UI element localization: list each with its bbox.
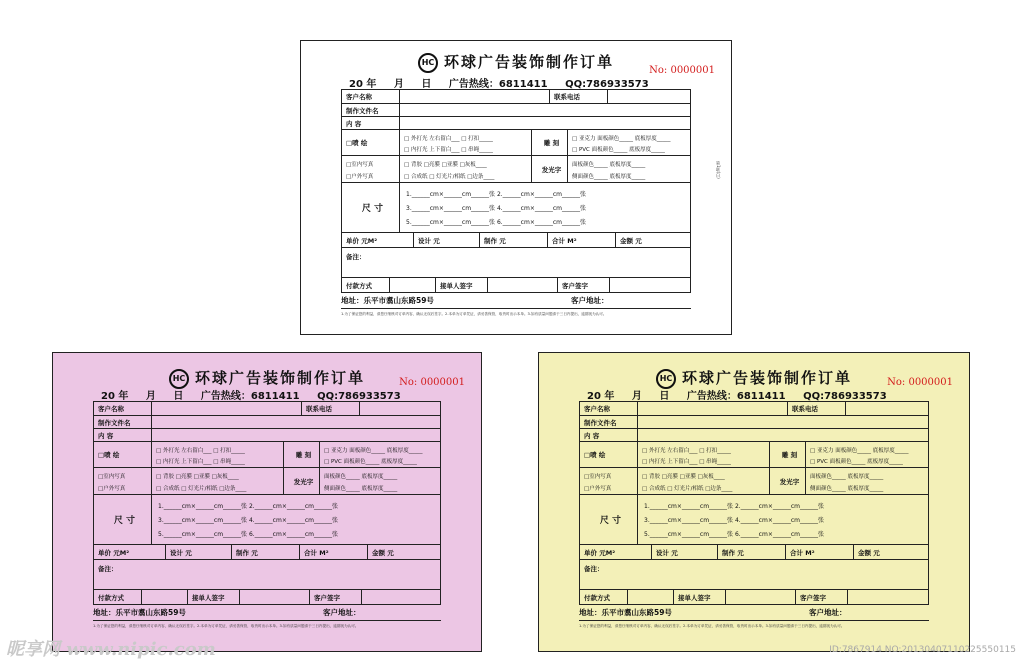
payment-label[interactable]: 付款方式 [94, 590, 142, 605]
photo-options [342, 156, 400, 182]
size-row-1[interactable]: 1.______cm×______cm______张 2.______cm×______cm______张 [644, 503, 824, 510]
engrave-option-1[interactable]: □ 亚克力 面板颜色_____ 底板厚度_____ [572, 136, 671, 142]
luminous-option-1[interactable]: 面板颜色_____ 底板厚度_____ [324, 474, 398, 480]
row-spray [580, 442, 928, 468]
hotline: 广告热线：6811411 [686, 391, 786, 402]
row-content [580, 429, 928, 442]
content-label: 内 容 [342, 117, 400, 129]
spray-options [638, 442, 770, 467]
engrave-options [320, 442, 440, 467]
day-label: 日 [421, 79, 432, 90]
spray-option-1[interactable]: □ 外打光 左右留白___ □ 打扣_____ [404, 136, 493, 142]
receiver-sign-label: 接单人签字 [674, 590, 726, 605]
production-label[interactable]: 制作 元 [232, 545, 300, 559]
client-name-field[interactable] [638, 402, 788, 415]
luminous-option-2[interactable]: 侧面颜色_____ 底板厚度_____ [572, 174, 646, 180]
unit-price-label[interactable]: 单价 元M² [342, 233, 414, 247]
payment-field[interactable] [628, 590, 674, 605]
size-fields [400, 183, 690, 232]
indoor-photo-checkbox[interactable]: □室内写真 [98, 474, 126, 480]
file-name-label: 制作文件名 [342, 104, 400, 116]
remarks-label[interactable]: 备注： [98, 565, 118, 573]
address-line [93, 607, 441, 621]
spray-options [152, 442, 284, 467]
size-row-1[interactable]: 1.______cm×______cm______张 2.______cm×______cm______张 [406, 191, 586, 198]
year-label: 20 年 [101, 391, 129, 402]
row-spray [94, 442, 440, 468]
contact-phone-label: 联系电话 [302, 402, 360, 415]
spray-option-2[interactable]: □ 内打光 上下留白___ □ 串绳_____ [156, 459, 245, 465]
content-label: 内 容 [580, 429, 638, 441]
photo-material-1[interactable]: □ 背胶 □亮膜 □亚膜 □灰板____ [404, 162, 487, 168]
receiver-sign-field[interactable] [240, 590, 310, 605]
row-price [580, 545, 928, 560]
month-label: 月 [631, 391, 642, 402]
size-row-1[interactable]: 1.______cm×______cm______张 2.______cm×______cm______张 [158, 503, 338, 510]
client-address-label: 客户地址： [571, 296, 609, 305]
client-sign-field[interactable] [610, 278, 690, 293]
engrave-label: 雕 刻 [770, 442, 806, 467]
row-photo [342, 156, 690, 183]
row-remarks [342, 248, 690, 278]
form-title-text: 环球广告装饰制作订单 [194, 369, 365, 387]
serial-number: No: 0000001 [399, 377, 465, 388]
luminous-option-1[interactable]: 面板颜色_____ 底板厚度_____ [810, 474, 884, 480]
row-client [94, 402, 440, 416]
row-content [94, 429, 440, 442]
client-name-label: 客户名称 [94, 402, 152, 415]
row-price [94, 545, 440, 560]
spray-option-1[interactable]: □ 外打光 左右留白___ □ 打扣_____ [156, 448, 245, 454]
qq: QQ:786933573 [565, 79, 649, 90]
size-fields [152, 495, 440, 544]
order-form-yellow [538, 352, 970, 652]
row-sign [580, 590, 928, 605]
payment-label[interactable]: 付款方式 [580, 590, 628, 605]
contact-phone-field[interactable] [846, 402, 928, 415]
hotline: 广告热线：6811411 [448, 79, 548, 90]
order-grid [579, 401, 929, 605]
amount-label[interactable]: 金额 元 [858, 548, 880, 557]
production-label[interactable]: 制作 元 [480, 233, 548, 247]
client-name-field[interactable] [152, 402, 302, 415]
engrave-options [806, 442, 928, 467]
size-row-3[interactable]: 5.______cm×______cm______张 6.______cm×______cm______张 [406, 219, 586, 226]
photo-material-2[interactable]: □ 合成纸 □ 灯光片/相纸 □边条____ [642, 486, 733, 492]
client-name-label: 客户名称 [342, 90, 400, 103]
size-row-2[interactable]: 3.______cm×______cm______张 4.______cm×______cm______张 [644, 517, 824, 524]
luminous-option-2[interactable]: 侧面颜色_____ 底板厚度_____ [324, 486, 398, 492]
content-field[interactable] [638, 429, 928, 441]
shop-address: 地址：乐平市翥山东路59号 [579, 608, 672, 617]
engrave-label: 雕 刻 [532, 130, 568, 155]
size-row-2[interactable]: 3.______cm×______cm______张 4.______cm×______cm______张 [158, 517, 338, 524]
engrave-option-1[interactable]: □ 亚克力 面板颜色_____ 底板厚度_____ [324, 448, 423, 454]
header-line [101, 387, 415, 402]
photo-material-1[interactable]: □ 背胶 □亮膜 □亚膜 □灰板____ [156, 474, 239, 480]
unit-price-label[interactable]: 单价 元M² [94, 545, 166, 559]
serial-number: No: 0000001 [649, 65, 715, 76]
spray-option-2[interactable]: □ 内打光 上下留白___ □ 串绳_____ [404, 147, 493, 153]
outdoor-photo-checkbox[interactable]: □户外写真 [346, 174, 374, 180]
qq: QQ:786933573 [803, 391, 887, 402]
row-price [342, 233, 690, 248]
contact-phone-label: 联系电话 [550, 90, 608, 103]
photo-materials [638, 468, 770, 494]
receiver-sign-field[interactable] [726, 590, 796, 605]
luminous-label: 发光字 [770, 468, 806, 494]
photo-materials [400, 156, 532, 182]
file-name-field[interactable] [400, 104, 690, 116]
spray-option-1[interactable]: □ 外打光 左右留白___ □ 打扣_____ [642, 448, 731, 454]
contact-phone-label: 联系电话 [788, 402, 846, 415]
amount-label[interactable]: 金额 元 [372, 548, 394, 557]
design-label[interactable]: 设计 元 [166, 545, 232, 559]
row-file [342, 104, 690, 117]
spray-label[interactable]: □喷 绘 [580, 442, 638, 467]
hotline: 广告热线：6811411 [200, 391, 300, 402]
receiver-sign-label: 接单人签字 [436, 278, 488, 293]
header-line [587, 387, 901, 402]
spray-label[interactable]: □喷 绘 [94, 442, 152, 467]
client-sign-label: 客户签字 [558, 278, 610, 293]
engrave-option-2[interactable]: □ PVC 面板颜色_____ 底板厚度_____ [810, 459, 903, 465]
fine-print: 1.为了保证您的利益，请您仔细核对订单内容，确认无误后签字。2.本单为订单凭证，请妥善保管，取货时出示本单。3.如有质量问题请于三日内提出，逾期视为认可。 [579, 624, 845, 628]
client-sign-label: 客户签字 [310, 590, 362, 605]
row-sign [342, 278, 690, 293]
row-sign [94, 590, 440, 605]
row-size [342, 183, 690, 233]
photo-material-2[interactable]: □ 合成纸 □ 灯光片/相纸 □边条____ [156, 486, 247, 492]
client-address-label: 客户地址： [323, 608, 361, 617]
engrave-label: 雕 刻 [284, 442, 320, 467]
total-label[interactable]: 合计 M² [300, 545, 368, 559]
month-label: 月 [145, 391, 156, 402]
address-line [341, 295, 691, 309]
design-label[interactable]: 设计 元 [414, 233, 480, 247]
contact-phone-field[interactable] [608, 90, 690, 103]
client-sign-field[interactable] [848, 590, 928, 605]
total-label[interactable]: 合计 M² [548, 233, 616, 247]
row-file [580, 416, 928, 429]
size-label: 尺 寸 [94, 495, 152, 544]
engrave-option-2[interactable]: □ PVC 面板颜色_____ 底板厚度_____ [324, 459, 417, 465]
client-name-label: 客户名称 [580, 402, 638, 415]
payment-field[interactable] [142, 590, 188, 605]
luminous-label: 发光字 [532, 156, 568, 182]
fine-print: 1.为了保证您的利益，请您仔细核对订单内容，确认无误后签字。2.本单为订单凭证，请妥善保管，取货时出示本单。3.如有质量问题请于三日内提出，逾期视为认可。 [341, 312, 607, 316]
fine-print: 1.为了保证您的利益，请您仔细核对订单内容，确认无误后签字。2.本单为订单凭证，请妥善保管，取货时出示本单。3.如有质量问题请于三日内提出，逾期视为认可。 [93, 624, 359, 628]
watermark-logo: 昵享网 www.nipic.com [6, 639, 216, 660]
row-spray [342, 130, 690, 156]
photo-options [580, 468, 638, 494]
form-title-text: 环球广告装饰制作订单 [443, 53, 614, 71]
row-remarks [580, 560, 928, 590]
row-size [94, 495, 440, 545]
file-name-label: 制作文件名 [580, 416, 638, 428]
shop-address: 地址：乐平市翥山东路59号 [341, 296, 434, 305]
shop-address: 地址：乐平市翥山东路59号 [93, 608, 186, 617]
row-content [342, 117, 690, 130]
address-line [579, 607, 929, 621]
luminous-option-2[interactable]: 侧面颜色_____ 底板厚度_____ [810, 486, 884, 492]
size-row-2[interactable]: 3.______cm×______cm______张 4.______cm×______cm______张 [406, 205, 586, 212]
row-client [342, 90, 690, 104]
copy-side-note: 第1联(白) [716, 161, 721, 179]
order-grid [93, 401, 441, 605]
remarks-label[interactable]: 备注： [584, 565, 604, 573]
payment-field[interactable] [390, 278, 436, 293]
client-sign-label: 客户签字 [796, 590, 848, 605]
indoor-photo-checkbox[interactable]: □室内写真 [346, 162, 374, 168]
year-label: 20 年 [349, 79, 377, 90]
total-label[interactable]: 合计 M² [786, 545, 854, 559]
luminous-label: 发光字 [284, 468, 320, 494]
logo-icon: HC [169, 369, 189, 389]
watermark-id: ID:7867914 NO:20130407110225550115 [829, 645, 1016, 655]
month-label: 月 [393, 79, 404, 90]
unit-price-label[interactable]: 单价 元M² [580, 545, 652, 559]
payment-label[interactable]: 付款方式 [342, 278, 390, 293]
order-form-pink [52, 352, 482, 652]
content-field[interactable] [400, 117, 690, 129]
file-name-label: 制作文件名 [94, 416, 152, 428]
size-row-3[interactable]: 5.______cm×______cm______张 6.______cm×______cm______张 [644, 531, 824, 538]
size-label: 尺 寸 [580, 495, 638, 544]
amount-label[interactable]: 金额 元 [620, 236, 642, 245]
luminous-option-1[interactable]: 面板颜色_____ 底板厚度_____ [572, 162, 646, 168]
logo-icon: HC [656, 369, 676, 389]
day-label: 日 [173, 391, 184, 402]
client-address-label: 客户地址： [809, 608, 847, 617]
receiver-sign-label: 接单人签字 [188, 590, 240, 605]
spray-options [400, 130, 532, 155]
size-label: 尺 寸 [342, 183, 400, 232]
production-label[interactable]: 制作 元 [718, 545, 786, 559]
serial-number: No: 0000001 [887, 377, 953, 388]
row-client [580, 402, 928, 416]
engrave-options [568, 130, 690, 155]
row-photo [94, 468, 440, 495]
day-label: 日 [659, 391, 670, 402]
row-size [580, 495, 928, 545]
photo-material-1[interactable]: □ 背胶 □亮膜 □亚膜 □灰板____ [642, 474, 725, 480]
receiver-sign-field[interactable] [488, 278, 558, 293]
luminous-options [568, 156, 690, 182]
row-remarks [94, 560, 440, 590]
logo-icon: HC [418, 53, 438, 73]
order-form-white [300, 40, 732, 335]
outdoor-photo-checkbox[interactable]: □户外写真 [584, 486, 612, 492]
photo-options [94, 468, 152, 494]
remarks-label[interactable]: 备注： [346, 253, 366, 261]
form-title-text: 环球广告装饰制作订单 [681, 369, 852, 387]
client-name-field[interactable] [400, 90, 550, 103]
contact-phone-field[interactable] [360, 402, 440, 415]
header-line [349, 75, 663, 90]
size-fields [638, 495, 928, 544]
client-sign-field[interactable] [362, 590, 440, 605]
outdoor-photo-checkbox[interactable]: □户外写真 [98, 486, 126, 492]
content-label: 内 容 [94, 429, 152, 441]
row-file [94, 416, 440, 429]
spray-label[interactable]: □喷 绘 [342, 130, 400, 155]
luminous-options [320, 468, 440, 494]
design-label[interactable]: 设计 元 [652, 545, 718, 559]
engrave-option-2[interactable]: □ PVC 面板颜色_____ 底板厚度_____ [572, 147, 665, 153]
order-grid [341, 89, 691, 293]
row-photo [580, 468, 928, 495]
qq: QQ:786933573 [317, 391, 401, 402]
spray-option-2[interactable]: □ 内打光 上下留白___ □ 串绳_____ [642, 459, 731, 465]
photo-materials [152, 468, 284, 494]
year-label: 20 年 [587, 391, 615, 402]
size-row-3[interactable]: 5.______cm×______cm______张 6.______cm×______cm______张 [158, 531, 338, 538]
engrave-option-1[interactable]: □ 亚克力 面板颜色_____ 底板厚度_____ [810, 448, 909, 454]
indoor-photo-checkbox[interactable]: □室内写真 [584, 474, 612, 480]
photo-material-2[interactable]: □ 合成纸 □ 灯光片/相纸 □边条____ [404, 174, 495, 180]
content-field[interactable] [152, 429, 440, 441]
luminous-options [806, 468, 928, 494]
file-name-field[interactable] [152, 416, 440, 428]
file-name-field[interactable] [638, 416, 928, 428]
